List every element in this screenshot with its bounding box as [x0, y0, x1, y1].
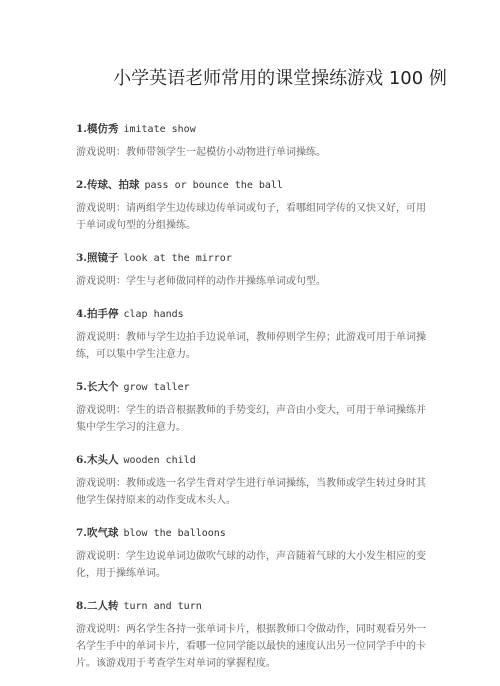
game-name-en: grow taller	[123, 382, 190, 393]
game-heading	[76, 377, 428, 398]
game-name-cn: 拍手停	[86, 308, 119, 320]
game-item-4	[76, 304, 428, 363]
game-name-en: wooden child	[123, 455, 196, 466]
game-item-7	[76, 523, 428, 582]
game-name-cn: 木头人	[86, 454, 119, 466]
game-description: 游戏说明：学生边说单词边做吹气球的动作，声音随着气球的大小发生相应的变化，用于操练单词。	[76, 551, 426, 579]
game-name-en: look at the mirror	[123, 253, 232, 264]
game-name-cn: 长大个	[86, 381, 119, 393]
game-number: 6.	[76, 454, 87, 466]
game-description: 游戏说明：两名学生各持一张单词卡片，根据教师口令做动作，同时观看另外一名学生手中的单词卡片，看哪一位同学能以最快的速度认出另一位同学手中的卡片。该游戏用于考查学生对单词的掌握程度。	[76, 624, 426, 669]
game-heading	[76, 450, 428, 471]
game-description: 游戏说明：教师带领学生一起模仿小动物进行单词操练。	[76, 147, 326, 158]
game-heading	[76, 119, 428, 140]
game-heading	[76, 523, 428, 544]
game-name-en: pass or bounce the ball	[144, 180, 283, 191]
game-name-en: turn and turn	[123, 601, 202, 612]
game-name-en: blow the balloons	[123, 528, 226, 539]
game-item-6	[76, 450, 428, 509]
game-description: 游戏说明：请两组学生边传球边传单词或句子，看哪组同学传的又快又好，可用于单词或句型的分组操练。	[76, 203, 426, 231]
game-number: 5.	[76, 381, 87, 393]
game-description: 游戏说明：教师与学生边拍手边说单词，教师停则学生停；此游戏可用于单词操练，可以集中学生注意力。	[76, 332, 426, 360]
game-name-cn: 吹气球	[86, 527, 119, 539]
game-description: 游戏说明：教师或选一名学生背对学生进行单词操练，当教师或学生转过身时其他学生保持原来的动作变成木头人。	[76, 478, 426, 506]
game-name-en: imitate show	[123, 124, 196, 135]
game-item-2	[76, 175, 428, 234]
game-name-cn: 照镜子	[86, 252, 119, 264]
game-heading	[76, 175, 428, 196]
game-item-8	[76, 596, 428, 672]
game-list	[76, 119, 428, 686]
game-description: 游戏说明：学生与老师做同样的动作并操练单词或句型。	[76, 276, 326, 287]
game-item-3	[76, 248, 428, 290]
game-number: 4.	[76, 308, 87, 320]
document-title: 小学英语老师常用的课堂操练游戏 100 例	[113, 68, 447, 89]
game-heading	[76, 596, 428, 617]
game-name-cn: 传球、拍球	[86, 179, 140, 191]
game-item-1	[76, 119, 428, 161]
game-heading	[76, 304, 428, 325]
game-number: 1.	[76, 123, 87, 135]
game-number: 7.	[76, 527, 87, 539]
game-name-cn: 二人转	[86, 600, 119, 612]
game-number: 8.	[76, 600, 87, 612]
game-description: 游戏说明：学生的语音根据教师的手势变幻，声音由小变大，可用于单词操练并集中学生学习的注意力。	[76, 405, 426, 433]
game-number: 3.	[76, 252, 87, 264]
game-name-en: clap hands	[123, 309, 184, 320]
game-number: 2.	[76, 179, 87, 191]
game-heading	[76, 248, 428, 269]
game-item-5	[76, 377, 428, 436]
game-name-cn: 模仿秀	[86, 123, 119, 135]
